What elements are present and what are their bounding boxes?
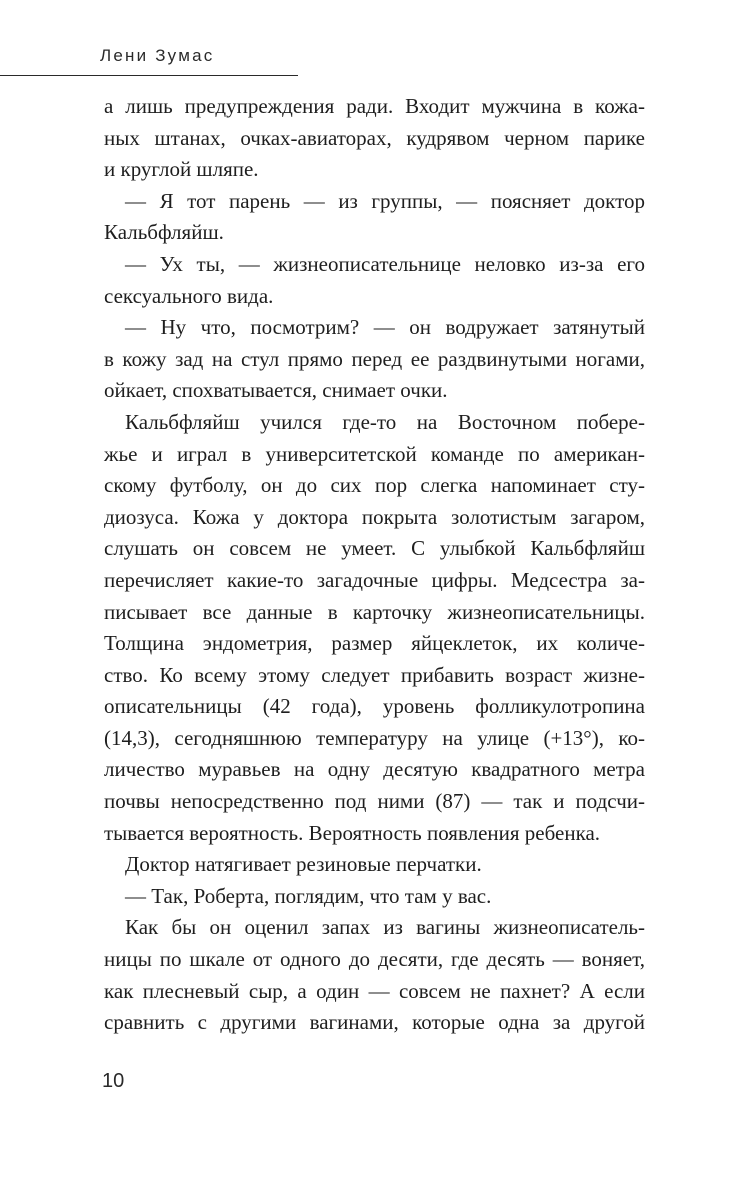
page-number: 10 (102, 1070, 125, 1092)
text-line: почвы непосредственно под ними (87) — так и подсчи- (104, 789, 645, 814)
body-text (104, 91, 645, 1039)
text-line: как плесневый сыр, а один — совсем не пахнет? А если (104, 978, 645, 1003)
header-rule (0, 75, 298, 76)
text-line: (14,3), сегодняшнюю температуру на улице (+13°), ко- (104, 725, 645, 750)
text-line: сексуального вида. (104, 283, 274, 308)
text-line: перечисляет какие-то загадочные цифры. Медсестра за- (104, 567, 645, 592)
text-line: Кальбфляйш. (104, 220, 224, 245)
text-line: — Я тот парень — из группы, — поясняет доктор (125, 188, 645, 213)
text-line: описательницы (42 года), уровень фолликулотропина (104, 694, 645, 719)
text-line: личество муравьев на одну десятую квадратного метра (104, 757, 645, 782)
text-line: жье и играл в университетской команде по американ- (104, 441, 645, 466)
text-line: Доктор натягивает резиновые перчатки. (125, 852, 482, 877)
text-line: ойкает, спохватывается, снимает очки. (104, 378, 448, 403)
text-line: Толщина эндометрия, размер яйцеклеток, их количе- (104, 631, 645, 656)
text-line: ницы по шкале от одного до десяти, где десять — воняет, (104, 947, 645, 972)
running-head-author: Лени Зумас (100, 46, 215, 65)
text-line: ных штанах, очках-авиаторах, кудрявом черном парике (104, 125, 645, 150)
text-line: скому футболу, он до сих пор слегка напоминает сту- (104, 473, 645, 498)
text-line: тывается вероятность. Вероятность появления ребенка. (104, 820, 601, 845)
text-line: — Ух ты, — жизнеописательнице неловко из-за его (125, 251, 645, 276)
text-line: слушать он совсем не умеет. С улыбкой Кальбфляйш (104, 536, 645, 561)
text-line: ство. Ко всему этому следует прибавить возраст жизне- (104, 662, 645, 687)
text-line: и круглой шляпе. (104, 157, 259, 182)
text-line: — Так, Роберта, поглядим, что там у вас. (125, 883, 492, 908)
text-line: а лишь предупреждения ради. Входит мужчина в кожа- (104, 94, 645, 118)
text-line: — Ну что, посмотрим? — он водружает затянутый (125, 315, 645, 340)
text-line: в кожу зад на стул прямо перед ее раздвинутыми ногами, (104, 346, 645, 371)
text-line: Кальбфляйш учился где-то на Восточном побере- (125, 409, 645, 434)
text-line: писывает все данные в карточку жизнеописательницы. (104, 599, 645, 624)
text-line: диозуса. Кожа у доктора покрыта золотистым загаром, (104, 504, 645, 529)
text-line: Как бы он оценил запах из вагины жизнеописатель- (125, 915, 645, 940)
text-line: сравнить с другими вагинами, которые одна за другой (104, 1010, 645, 1035)
